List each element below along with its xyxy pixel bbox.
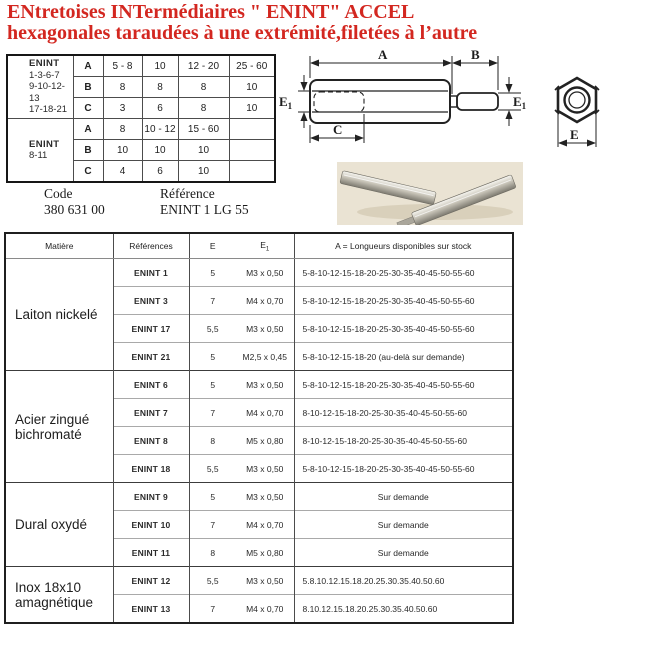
cell-lengths: 5-8-10-12-15-18-20 (au-delà sur demande) bbox=[294, 343, 513, 371]
cell-e1: M4 x 0,70 bbox=[236, 595, 294, 624]
dim-value bbox=[229, 140, 275, 161]
dim-value: 10 bbox=[103, 140, 142, 161]
cell-lengths: 8-10-12-15-18-20-25-30-35-40-45-50-55-60 bbox=[294, 427, 513, 455]
cell-lengths: 5-8-10-12-15-18-20-25-30-35-40-45-50-55-60 bbox=[294, 287, 513, 315]
order-reference bbox=[160, 186, 249, 218]
dim-group-label: ENINT 1-3-6-7 9-10-12-13 17-18-21 bbox=[7, 55, 73, 119]
dim-value: 6 bbox=[142, 161, 178, 183]
cell-e: 5,5 bbox=[189, 315, 236, 343]
cell-e: 5 bbox=[189, 343, 236, 371]
cell-e1: M2,5 x 0,45 bbox=[236, 343, 294, 371]
cell-reference: ENINT 3 bbox=[113, 287, 189, 315]
dim-value: 10 bbox=[178, 161, 229, 183]
cell-reference: ENINT 21 bbox=[113, 343, 189, 371]
dim-value: 5 - 8 bbox=[103, 55, 142, 77]
cell-e1: M3 x 0,50 bbox=[236, 455, 294, 483]
dim-label-B: B bbox=[471, 50, 480, 62]
dim-letter: C bbox=[73, 98, 103, 119]
cell-e1: M3 x 0,50 bbox=[236, 315, 294, 343]
cell-lengths: 8-10-12-15-18-20-25-30-35-40-45-50-55-60 bbox=[294, 399, 513, 427]
table-row bbox=[5, 567, 513, 595]
cell-e1: M5 x 0,80 bbox=[236, 539, 294, 567]
dim-letter: B bbox=[73, 77, 103, 98]
tapped-hole-dashed bbox=[314, 92, 364, 112]
table-row bbox=[7, 55, 275, 77]
order-info bbox=[44, 186, 249, 218]
cell-lengths: Sur demande bbox=[294, 483, 513, 511]
dim-value: 8 bbox=[103, 119, 142, 140]
cell-reference: ENINT 1 bbox=[113, 259, 189, 287]
header-references: Références bbox=[113, 233, 189, 259]
cell-reference: ENINT 17 bbox=[113, 315, 189, 343]
dimension-lines bbox=[298, 56, 521, 143]
order-code bbox=[44, 186, 160, 218]
dim-label-A: A bbox=[378, 50, 388, 62]
dim-value: 8 bbox=[178, 77, 229, 98]
cell-reference: ENINT 10 bbox=[113, 511, 189, 539]
cell-lengths: 5.8.10.12.15.18.20.25.30.35.40.50.60 bbox=[294, 567, 513, 595]
table-header-row bbox=[5, 233, 513, 259]
dim-value: 4 bbox=[103, 161, 142, 183]
dim-value: 10 - 12 bbox=[142, 119, 178, 140]
cell-e1: M3 x 0,50 bbox=[236, 567, 294, 595]
dim-value: 8 bbox=[142, 77, 178, 98]
dim-value bbox=[229, 119, 275, 140]
cell-e1: M4 x 0,70 bbox=[236, 399, 294, 427]
cell-e: 5,5 bbox=[189, 455, 236, 483]
dim-letter: C bbox=[73, 161, 103, 183]
dim-value: 8 bbox=[178, 98, 229, 119]
dim-group-label: ENINT 8-11 bbox=[7, 119, 73, 183]
technical-drawing bbox=[278, 50, 608, 155]
page-title-line1: ENtretoises INTermédiaires " ENINT" ACCEL bbox=[7, 1, 415, 23]
dim-label-C: C bbox=[333, 122, 343, 137]
dim-value: 10 bbox=[142, 55, 178, 77]
cell-lengths: 5-8-10-12-15-18-20-25-30-35-40-45-50-55-60 bbox=[294, 259, 513, 287]
cell-lengths: Sur demande bbox=[294, 539, 513, 567]
cell-lengths: 5-8-10-12-15-18-20-25-30-35-40-45-50-55-60 bbox=[294, 315, 513, 343]
header-e1: $E_1$ bbox=[236, 233, 294, 259]
cell-e: 5,5 bbox=[189, 567, 236, 595]
cell-e1: M5 x 0,80 bbox=[236, 427, 294, 455]
cell-reference: ENINT 8 bbox=[113, 427, 189, 455]
reference-value: ENINT 1 LG 55 bbox=[160, 202, 249, 217]
material-cell: Laiton nickelé bbox=[5, 259, 113, 371]
dim-value: 10 bbox=[142, 140, 178, 161]
threaded-stud bbox=[457, 93, 498, 110]
dim-value: 12 - 20 bbox=[178, 55, 229, 77]
cell-e1: M3 x 0,50 bbox=[236, 259, 294, 287]
dim-value: 15 - 60 bbox=[178, 119, 229, 140]
cell-lengths: 8.10.12.15.18.20.25.30.35.40.50.60 bbox=[294, 595, 513, 624]
dim-value: 8 bbox=[103, 77, 142, 98]
dim-value: 25 - 60 bbox=[229, 55, 275, 77]
cell-reference: ENINT 13 bbox=[113, 595, 189, 624]
dim-label-E1-left: $E_1$ bbox=[279, 94, 293, 111]
dimension-table bbox=[6, 54, 276, 183]
table-row bbox=[7, 119, 275, 140]
material-cell: Dural oxydé bbox=[5, 483, 113, 567]
code-label: Code bbox=[44, 186, 73, 201]
dim-value: 6 bbox=[142, 98, 178, 119]
cell-e: 8 bbox=[189, 539, 236, 567]
dim-letter: A bbox=[73, 55, 103, 77]
cell-reference: ENINT 9 bbox=[113, 483, 189, 511]
dim-letter: A bbox=[73, 119, 103, 140]
page-title-line2: hexagonales taraudées à une extrémité,filetées à l’autre bbox=[7, 22, 478, 44]
cell-e1: M3 x 0,50 bbox=[236, 483, 294, 511]
cell-reference: ENINT 6 bbox=[113, 371, 189, 399]
dim-value: 10 bbox=[229, 77, 275, 98]
dim-label-E1-right: $E_1$ bbox=[513, 94, 527, 111]
header-e: E bbox=[189, 233, 236, 259]
cell-e: 5 bbox=[189, 371, 236, 399]
cell-reference: ENINT 18 bbox=[113, 455, 189, 483]
cell-reference: ENINT 11 bbox=[113, 539, 189, 567]
cell-e1: M3 x 0,50 bbox=[236, 371, 294, 399]
cell-e: 7 bbox=[189, 595, 236, 624]
cell-e1: M4 x 0,70 bbox=[236, 287, 294, 315]
material-cell: Inox 18x10 amagnétique bbox=[5, 567, 113, 624]
product-table bbox=[4, 232, 514, 624]
code-value: 380 631 00 bbox=[44, 202, 105, 217]
material-cell: Acier zingué bichromaté bbox=[5, 371, 113, 483]
cell-e: 7 bbox=[189, 399, 236, 427]
dim-value: 10 bbox=[229, 98, 275, 119]
dim-label-E: E bbox=[570, 127, 579, 142]
reference-label: Référence bbox=[160, 186, 215, 201]
dim-value: 10 bbox=[178, 140, 229, 161]
cell-e1: M4 x 0,70 bbox=[236, 511, 294, 539]
page-title bbox=[7, 2, 477, 44]
table-row bbox=[5, 259, 513, 287]
cell-e: 5 bbox=[189, 259, 236, 287]
cell-reference: ENINT 12 bbox=[113, 567, 189, 595]
dim-letter: B bbox=[73, 140, 103, 161]
header-matiere: Matière bbox=[5, 233, 113, 259]
cell-lengths: Sur demande bbox=[294, 511, 513, 539]
dim-value: 3 bbox=[103, 98, 142, 119]
cell-e: 7 bbox=[189, 511, 236, 539]
dim-value bbox=[229, 161, 275, 183]
cell-lengths: 5-8-10-12-15-18-20-25-30-35-40-45-50-55-60 bbox=[294, 371, 513, 399]
standoff-side-view bbox=[310, 80, 498, 123]
cell-e: 7 bbox=[189, 287, 236, 315]
cell-e: 5 bbox=[189, 483, 236, 511]
cell-lengths: 5-8-10-12-15-18-20-25-30-35-40-45-50-55-60 bbox=[294, 455, 513, 483]
cell-reference: ENINT 7 bbox=[113, 399, 189, 427]
header-lengths: A = Longueurs disponibles sur stock bbox=[294, 233, 513, 259]
table-row bbox=[5, 483, 513, 511]
cell-e: 8 bbox=[189, 427, 236, 455]
product-photo bbox=[337, 162, 523, 225]
table-row bbox=[5, 371, 513, 399]
